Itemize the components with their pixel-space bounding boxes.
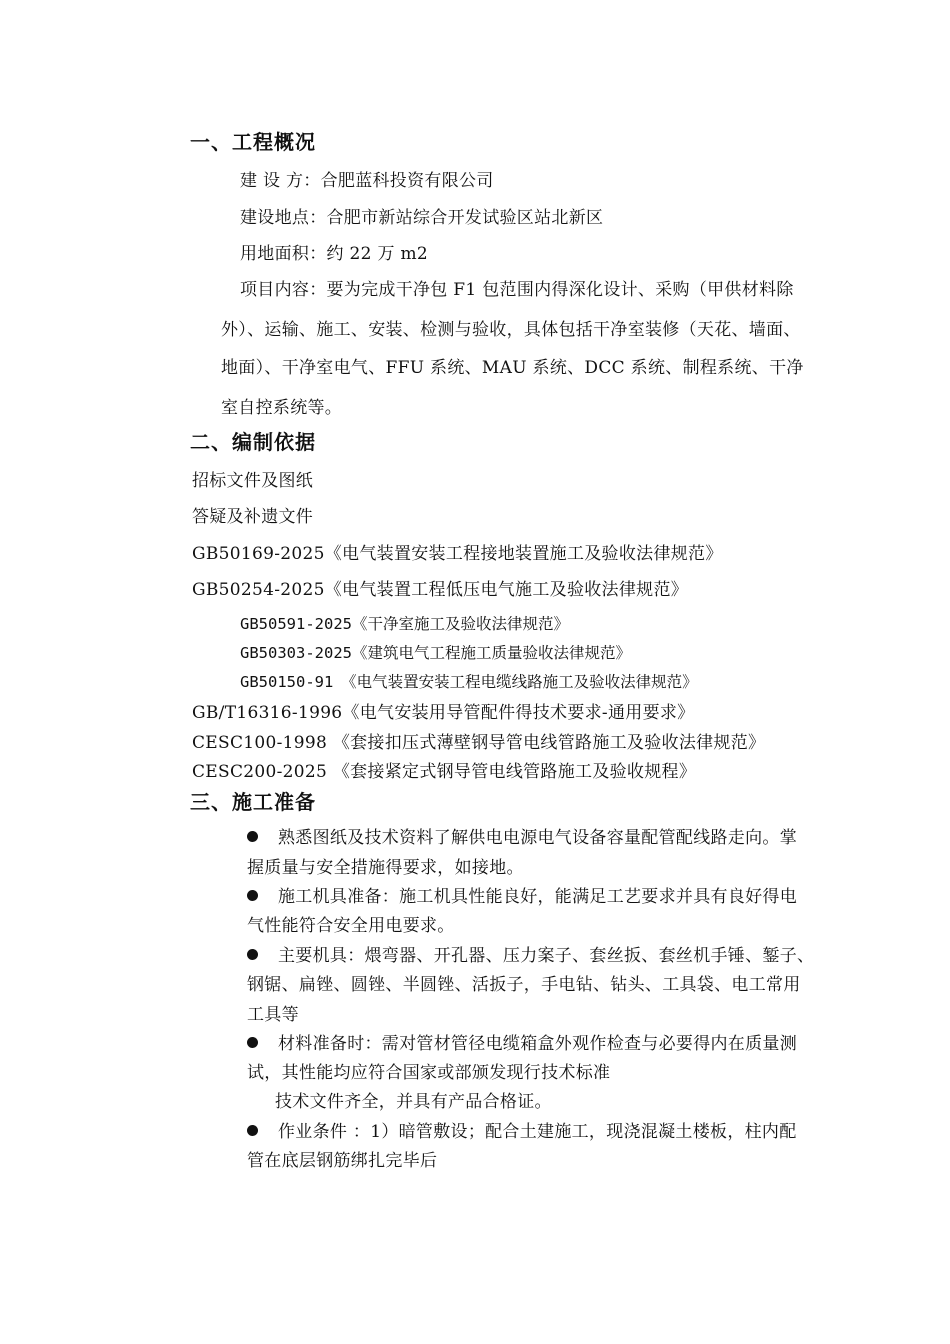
bullet-item: 主要机具：煨弯器、开孔器、压力案子、套丝扳、套丝机手锤、錾子、 <box>247 941 814 966</box>
content-line-2: 外）、运输、施工、安装、检测与验收，具体包括干净室装修（天花、墙面、 <box>221 320 801 340</box>
section-heading-overview: 一、工程概况 <box>190 130 316 154</box>
bullet-icon <box>247 831 258 842</box>
bullet-item-continuation: 气性能符合安全用电要求。 <box>247 916 455 936</box>
bullet-icon <box>247 1125 258 1136</box>
basis-item: CESC100-1998 《套接扣压式薄壁钢导管电线管路施工及验收法律规范》 <box>192 733 766 753</box>
bullet-item-continuation: 握质量与安全措施得要求，如接地。 <box>247 858 524 878</box>
bullet-item-continuation: 管在底层钢筋绑扎完毕后 <box>247 1151 438 1171</box>
bullet-icon <box>247 949 258 960</box>
content-line-1: 项目内容：要为完成干净包 F1 包范围内得深化设计、采购（甲供材料除 <box>240 280 794 300</box>
basis-item: 答疑及补遗文件 <box>192 507 314 527</box>
basis-item: CESC200-2025 《套接紧定式钢导管电线管路施工及验收规程》 <box>192 762 697 782</box>
section-heading-basis: 二、编制依据 <box>190 430 316 454</box>
site-line: 建设地点：合肥市新站综合开发试验区站北新区 <box>240 208 604 228</box>
bullet-icon <box>247 1037 258 1048</box>
basis-item: GB50150-91 《电气装置安装工程电缆线路施工及验收法律规范》 <box>240 673 698 691</box>
basis-item: 招标文件及图纸 <box>192 471 314 491</box>
basis-item: GB50591-2025《干净室施工及验收法律规范》 <box>240 615 569 633</box>
bullet-icon <box>247 890 258 901</box>
bullet-item-continuation: 技术文件齐全，并具有产品合格证。 <box>275 1092 552 1112</box>
basis-item: GB/T16316-1996《电气安装用导管配件得技术要求-通用要求》 <box>192 703 695 723</box>
bullet-item: 熟悉图纸及技术资料了解供电电源电气设备容量配管配线路走向。掌 <box>247 823 797 848</box>
bullet-item: 材料准备时：需对管材管径电缆箱盒外观作检查与必要得内在质量测 <box>247 1029 797 1054</box>
builder-line: 建 设 方：合肥蓝科投资有限公司 <box>240 171 494 191</box>
basis-item: GB50169-2025《电气装置安装工程接地装置施工及验收法律规范》 <box>192 544 723 564</box>
bullet-item-continuation: 试，其性能均应符合国家或部颁发现行技术标准 <box>247 1063 611 1083</box>
bullet-item: 作业条件 ：1）暗管敷设；配合土建施工，现浇混凝土楼板，柱内配 <box>247 1117 797 1142</box>
bullet-item-continuation: 工具等 <box>247 1005 299 1025</box>
bullet-item: 施工机具准备：施工机具性能良好，能满足工艺要求并具有良好得电 <box>247 882 797 907</box>
content-line-4: 室自控系统等。 <box>221 398 343 418</box>
section-heading-preparation: 三、施工准备 <box>190 790 316 814</box>
basis-item: GB50254-2025《电气装置工程低压电气施工及验收法律规范》 <box>192 580 689 600</box>
area-line: 用地面积：约 22 万 m2 <box>240 244 428 264</box>
basis-item: GB50303-2025《建筑电气工程施工质量验收法律规范》 <box>240 644 631 662</box>
content-line-3: 地面）、干净室电气、FFU 系统、MAU 系统、DCC 系统、制程系统、干净 <box>221 358 804 378</box>
bullet-item-continuation: 钢锯、扁锉、圆锉、半圆锉、活扳子，手电钻、钻头、工具袋、电工常用 <box>247 975 801 995</box>
